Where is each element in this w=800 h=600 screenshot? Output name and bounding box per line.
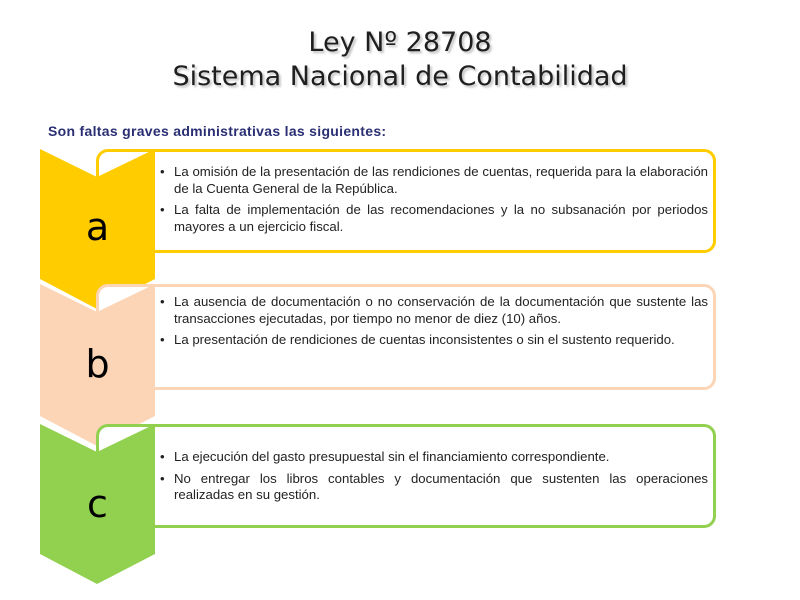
item-c-bullets bbox=[160, 449, 708, 509]
page-title: Ley Nº 28708 bbox=[308, 27, 492, 58]
item-a-bullets bbox=[160, 164, 708, 240]
item-c-letter: c bbox=[87, 482, 108, 526]
item-a-bullet-1: • La omisión de la presentación de las rendiciones de cuentas, requerida para la elaboración de la Cuenta General de la República. bbox=[160, 164, 708, 197]
item-b-bullet-2: • La presentación de rendiciones de cuentas inconsistentes o sin el sustento requerido. bbox=[160, 332, 708, 349]
item-b-letter: b bbox=[85, 342, 110, 386]
page-subtitle: Sistema Nacional de Contabilidad bbox=[172, 61, 628, 92]
intro-text: Son faltas graves administrativas las siguientes: bbox=[48, 123, 387, 139]
item-c-bullet-1: • La ejecución del gasto presupuestal sin el financiamiento correspondiente. bbox=[160, 449, 708, 466]
item-a-letter: a bbox=[85, 205, 110, 249]
item-a-bullet-2: • La falta de implementación de las recomendaciones y la no subsanación por periodos mayores a un ejercicio fiscal. bbox=[160, 202, 708, 235]
item-b-bullet-1: • La ausencia de documentación o no conservación de la documentación que sustente las transacciones ejecutadas, por tiempo no menor de diez (10) años. bbox=[160, 294, 708, 327]
item-b-bullets bbox=[160, 294, 708, 354]
item-c-bullet-2: • No entregar los libros contables y documentación que sustenten las operaciones realizadas en su gestión. bbox=[160, 471, 708, 504]
